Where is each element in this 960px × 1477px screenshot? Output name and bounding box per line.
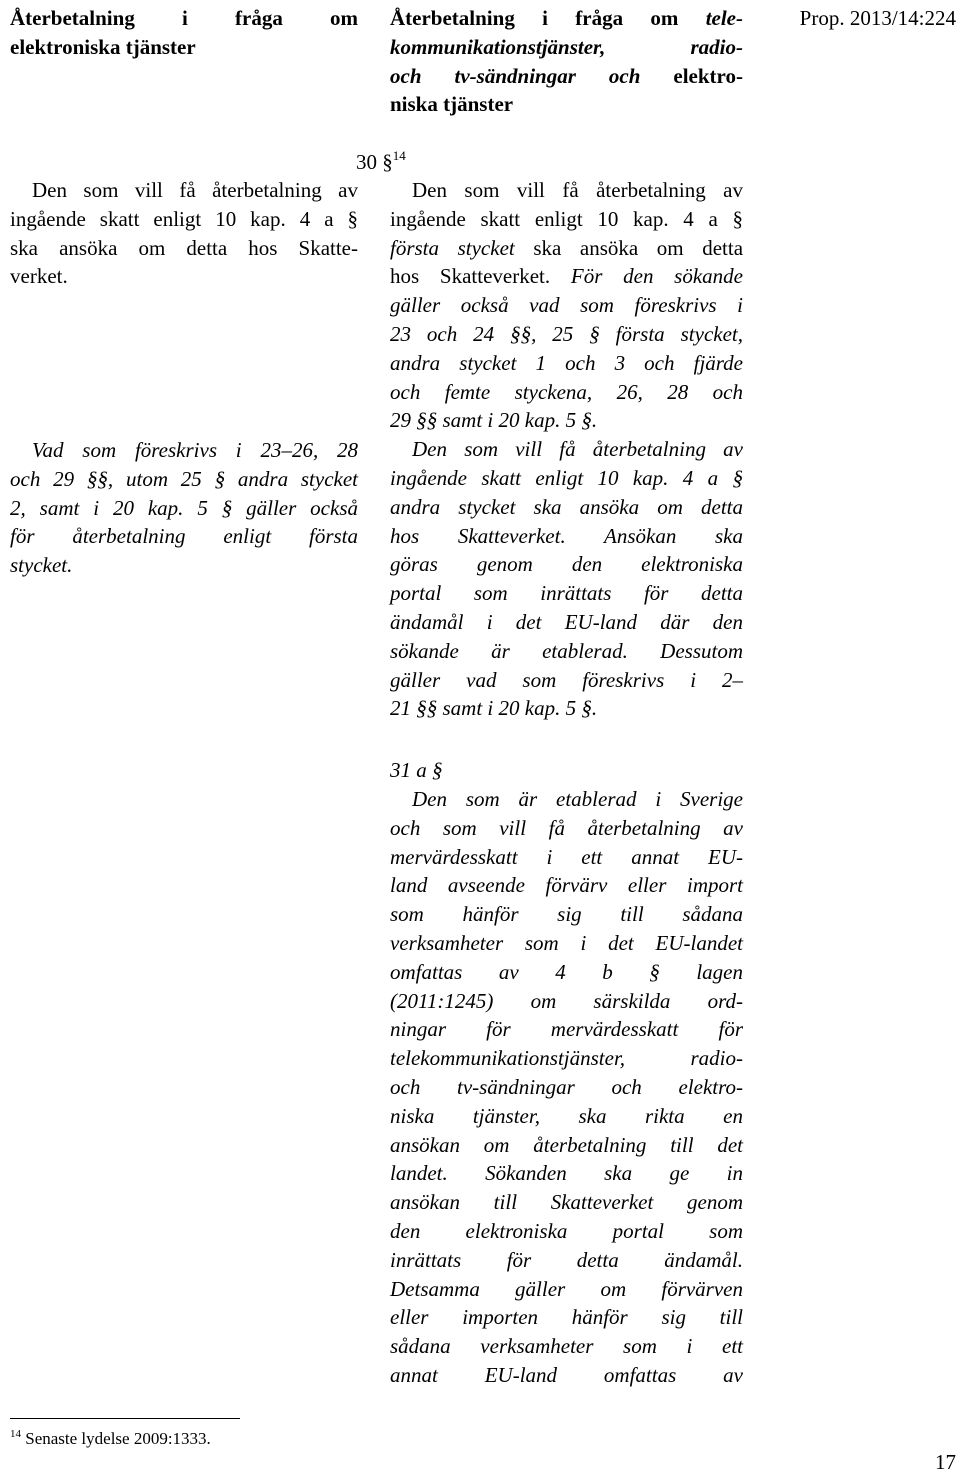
footnote-mark: 14	[10, 1428, 21, 1440]
right-column-heading	[390, 4, 743, 119]
text-line: 29 §§ samt i 20 kap. 5 §.	[390, 408, 598, 433]
left-column-section-30-p1	[10, 176, 358, 291]
text-line: Den som är etablerad i Sverige	[412, 787, 743, 811]
page-number: 17	[935, 1450, 956, 1474]
text-line: ingående skatt enligt 10 kap. 4 a §	[390, 206, 743, 231]
text-line: omfattas av 4 b § lagen	[390, 959, 743, 984]
footnote-reference: 14	[392, 148, 406, 163]
text-line: som hänför sig till sådana	[390, 902, 743, 927]
text-line: ansökan till Skatteverket genom	[390, 1190, 743, 1215]
text-line: niska tjänster, ska rikta en	[390, 1103, 743, 1128]
text-line: för återbetalning enligt första	[10, 524, 358, 549]
left-heading-line: Återbetalning i fråga om	[10, 6, 358, 30]
text-line: ska ansöka om detta hos Skatte-	[10, 235, 358, 260]
right-heading-line: och tv-sändningar och elektro-	[390, 63, 743, 88]
text-line: hos Skatteverket. Ansökan ska	[390, 523, 743, 548]
text-line: hos Skatteverket. För den sökande	[390, 264, 743, 289]
text-line: Den som vill få återbetalning av	[32, 178, 358, 202]
text-line: inrättats för detta ändamål.	[390, 1247, 743, 1272]
text-line: 2, samt i 20 kap. 5 § gäller också	[10, 495, 358, 520]
right-heading-line: kommunikationstjänster, radio-	[390, 34, 743, 59]
footnote	[10, 1428, 211, 1452]
text-line: Den som vill få återbetalning av	[412, 178, 743, 202]
text-line: och 29 §§, utom 25 § andra stycket	[10, 466, 358, 491]
proposition-reference: Prop. 2013/14:224	[799, 6, 956, 30]
text-line: annat EU-land omfattas av	[390, 1362, 743, 1387]
text-line: ingående skatt enligt 10 kap. 4 a §	[390, 465, 743, 490]
section-number: 30 §$^{14}$	[356, 148, 406, 174]
right-heading-line: Återbetalning i fråga om tele-	[390, 6, 743, 30]
right-column-section-31a	[390, 785, 743, 1390]
text-line: ingående skatt enligt 10 kap. 4 a §	[10, 206, 358, 231]
text-line: 21 §§ samt i 20 kap. 5 §.	[390, 696, 598, 721]
text-line: landet. Sökanden ska ge in	[390, 1161, 743, 1186]
text-line: mervärdesskatt i ett annat EU-	[390, 844, 743, 869]
right-column-section-30	[390, 176, 743, 723]
text-line: sökande är etablerad. Dessutom	[390, 638, 743, 663]
text-line: andra stycket 1 och 3 och fjärde	[390, 350, 743, 375]
text-line: göras genom den elektroniska	[390, 552, 743, 577]
text-line: portal som inrättats för detta	[390, 581, 743, 606]
text-line: sådana verksamheter som i ett	[390, 1334, 743, 1359]
text-line: 23 och 24 §§, 25 § första stycket,	[390, 321, 743, 346]
footnote-separator	[10, 1418, 240, 1419]
footnote-text: Senaste lydelse 2009:1333.	[21, 1429, 211, 1448]
left-column-heading	[10, 4, 358, 62]
text-line: första stycket ska ansöka om detta	[390, 235, 744, 260]
text-line: (2011:1245) om särskilda ord-	[390, 988, 743, 1013]
text-line: verksamheter som i det EU-landet	[390, 930, 743, 955]
text-line: och som vill få återbetalning av	[390, 815, 743, 840]
text-line: stycket.	[10, 553, 73, 578]
text-line: andra stycket ska ansöka om detta	[390, 494, 743, 519]
text-line: och tv-sändningar och elektro-	[390, 1074, 743, 1099]
text-line: gäller också vad som föreskrivs i	[390, 293, 743, 318]
text-line: ningar för mervärdesskatt för	[390, 1017, 743, 1042]
section-number: 31 a §	[390, 758, 443, 782]
text-line: ändamål i det EU-land där den	[390, 609, 743, 634]
text-line: och femte styckena, 26, 28 och	[390, 379, 743, 404]
text-line: Den som vill få återbetalning av	[412, 437, 743, 462]
text-line: telekommunikationstjänster, radio-	[390, 1046, 743, 1071]
text-line: verket.	[10, 264, 68, 289]
right-heading-line: niska tjänster	[390, 92, 514, 117]
left-column-section-30-p2	[10, 436, 358, 580]
text-line: eller importen hänför sig till	[390, 1305, 743, 1330]
text-line: gäller vad som föreskrivs i 2–	[390, 667, 743, 692]
text-line: Detsamma gäller om förvärven	[390, 1276, 743, 1301]
text-line: ansökan om återbetalning till det	[390, 1132, 743, 1157]
text-line: den elektroniska portal som	[390, 1218, 743, 1243]
text-line: Vad som föreskrivs i 23–26, 28	[32, 438, 358, 462]
left-heading-line: elektroniska tjänster	[10, 34, 196, 59]
text-line: land avseende förvärv eller import	[390, 873, 743, 898]
